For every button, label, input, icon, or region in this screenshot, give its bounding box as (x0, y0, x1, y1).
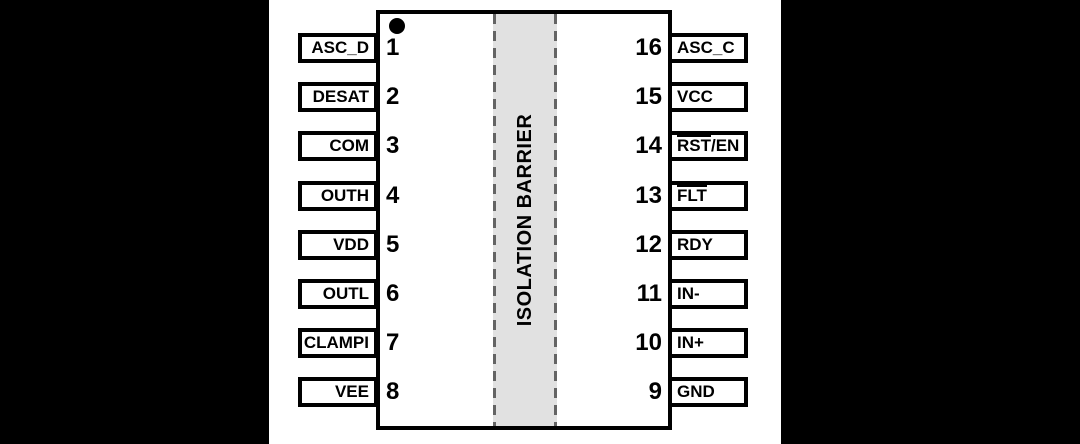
pin8-number: 8 (386, 378, 400, 405)
pin5-number: 5 (386, 231, 400, 258)
pin12-label: RDY (677, 235, 713, 254)
pin4-number: 4 (386, 182, 400, 209)
pin14-label-box (668, 131, 748, 161)
pin3-label: COM (329, 136, 369, 155)
pin11-label: IN- (677, 284, 700, 303)
pin5-label-box (298, 230, 378, 260)
pin12-label-box (668, 230, 748, 260)
pin10-number: 10 (635, 329, 662, 356)
pin1-number: 1 (386, 34, 400, 61)
pin11-label-box (668, 279, 748, 309)
pin16-label: ASC_C (677, 38, 735, 57)
pin15-label-box (668, 82, 748, 112)
pin3-label-box (298, 131, 378, 161)
pin15-label: VCC (677, 87, 713, 106)
pin14-label-suffix: /EN (711, 136, 740, 155)
pin13-label-overline: FLT (677, 186, 707, 205)
pin7-label-box (298, 328, 378, 358)
pin2-label: DESAT (312, 87, 369, 106)
pin10-label: IN+ (677, 333, 704, 352)
pin10-label-box (668, 328, 748, 358)
pin12-number: 12 (635, 231, 662, 258)
pin13-label-box (668, 181, 748, 211)
pin6-label: OUTL (322, 284, 369, 303)
pin1-label: ASC_D (311, 38, 369, 57)
pin2-label-box (298, 82, 378, 112)
pin16-number: 16 (635, 34, 662, 61)
pin3-number: 3 (386, 132, 400, 159)
pin7-number: 7 (386, 329, 400, 356)
pin1-indicator-dot (389, 18, 405, 34)
isolation-barrier-dashed-line-right (554, 14, 557, 426)
pin9-label-box (668, 377, 748, 407)
pin14-number: 14 (635, 132, 662, 159)
pin7-label: CLAMPI (303, 333, 369, 352)
pin6-label-box (298, 279, 378, 309)
pin15-number: 15 (635, 83, 662, 110)
pin6-number: 6 (386, 280, 400, 307)
pin8-label: VEE (334, 382, 369, 401)
pin4-label: OUTH (320, 186, 369, 205)
pin4-label-box (298, 181, 378, 211)
pin11-number: 11 (636, 280, 662, 307)
isolation-barrier-dashed-line-left (493, 14, 496, 426)
pin13-number: 13 (635, 182, 662, 209)
pin14-label-overline: RST (677, 136, 711, 155)
isolation-barrier-label: ISOLATION BARRIER (514, 113, 536, 327)
pin9-number: 9 (648, 378, 662, 405)
pin1-label-box (298, 33, 378, 63)
pin5-label: VDD (333, 235, 369, 254)
pin8-label-box (298, 377, 378, 407)
pin2-number: 2 (386, 83, 400, 110)
pin9-label: GND (677, 382, 715, 401)
pin16-label-box (668, 33, 748, 63)
